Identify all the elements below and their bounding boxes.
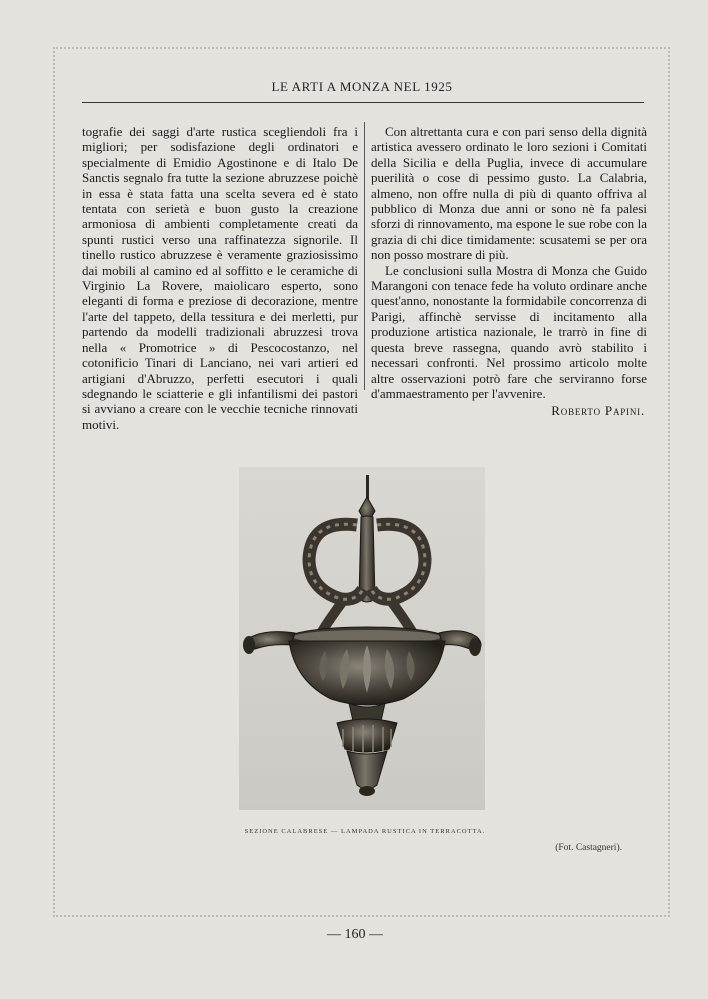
running-title: LE ARTI A MONZA NEL 1925 (271, 79, 453, 94)
left-paragraph: tografie dei saggi d'arte rustica scegliendoli fra i migliori; per sodisfazione degli ordinatori e specialmente di Emidio Agostinone e di Italo De Sanctis segnalo fra tutte la sezione abruzzese poichè in essa è stata fatta una scelta severa ed è stato tentata con serietà e buon gusto la creazione armoniosa di ambienti completamente creati da spunti rustici verso una raffinatezza signorile. Il tinello rustico abruzzese è veramente graziosissimo dai mobili al camino ed al soffitto e le ceramiche di Virginio La Rovere, maiolicaro esperto, sono eleganti di forma e preziose di decorazione, mentre l'arte del tappeto, della tessitura e dei merletti, pur partendo da modelli tradizionali abruzzesi trova nella « Promotrice » di Pescocostanzo, nel cotonificio Tinari di Lanciano, nei vari artieri ed artigiani d'Abruzzo, perfetti esecutori i quali sdegnando le sciatterie e gli infantilismi dei pastori si avviano a creare con le vecchie tecniche rinnovati motivi. (82, 124, 358, 432)
terracotta-lamp-illustration (239, 467, 485, 810)
column-divider (364, 122, 365, 390)
header-rule (82, 102, 644, 103)
right-paragraph-1: Con altrettanta cura e con pari senso della dignità artistica avessero ordinato le loro sezioni i Comitati della Sicilia e della Puglia, invece di accumulare puerilità o cose di pessimo gusto. La Calabria, almeno, non offre nulla di più di quanto offriva al pubblico di Monza due anni or sono nè fa palesi sforzi di rinnovamento, ma espone le sue robe con la grazia di chi dice timidamente: scusatemi se per ora non posso mostrare di più. (371, 124, 647, 263)
right-paragraph-2: Le conclusioni sulla Mostra di Monza che Guido Marangoni con tenace fede ha voluto ordinare anche quest'anno, nonostante la formidabile concorrenza di Parigi, affinchè servisse di incitamento alla produzione artistica nazionale, le trarrò in fine di questa breve rassegna, quando avrò stabilito i necessari confronti. Nel prossimo articolo molte altre osservazioni potrò fare che serviranno forse d'ammaestramento per l'avvenire. (371, 262, 647, 401)
left-text-column (82, 124, 358, 432)
photo-credit: (Fot. Castagneri). (555, 843, 622, 853)
page-number: — 160 — (327, 927, 383, 942)
right-text-column (371, 124, 647, 419)
figure-caption: SEZIONE CALABRESE — LAMPADA RUSTICA IN TERRACOTTA. (244, 828, 486, 835)
author-signature: Roberto Papini. (551, 403, 645, 419)
lamp-photograph (239, 467, 485, 810)
